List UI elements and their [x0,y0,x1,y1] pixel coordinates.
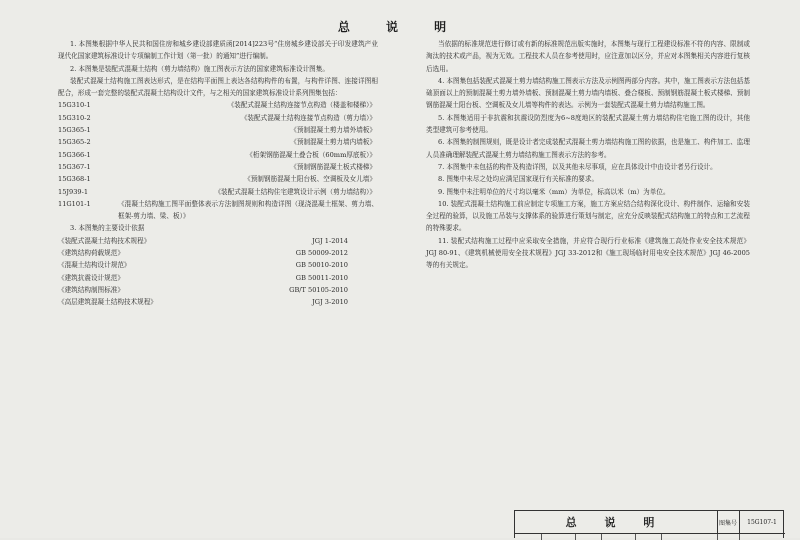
standard-code: GB 50010-2010 [295,261,348,270]
series-name: 《预制钢筋混凝土阳台板、空调板及女儿墙》 [244,175,376,184]
series-name: 《装配式混凝土结构连接节点构造（楼盖和楼梯）》 [227,101,376,110]
atlas-number: 15G107-1 [747,518,777,526]
series-name: 《桁架钢筋混凝土叠合板（60mm厚底板）》 [246,150,376,159]
standard-item [58,272,378,284]
series-item [58,173,378,185]
series-item [58,99,378,111]
paragraph-11: 11. 装配式结构施工过程中应采取安全措施，并应符合现行行业标准《建筑施工高处作业安全技术规范》JGJ 80-91、《建筑机械使用安全技术规程》JGJ 33-2012和《施工现场临时用电安全技术规范》JGJ 46-2005等的有关规定。 [426,236,750,270]
paragraph-8: 8. 图集中未尽之处均应满足国家现行有关标准的要求。 [438,175,599,184]
series-code: 15G366-1 [58,150,91,159]
series-name: 《预制钢筋混凝土板式楼梯》 [290,162,376,171]
series-code: 11G101-1 [58,199,91,208]
paragraph-4: 4. 本图集包括装配式混凝土剪力墙结构施工图表示方法及示例图两部分内容。其中，施工图表示方法包括基础顶面以上的预制混凝土剪力墙外墙板、预制混凝土剪力墙内墙板、叠合楼板、预制钢筋混凝土板式楼梯、预制钢筋混凝土阳台板、空调板及女儿墙等构件的表达。示例为一套装配式混凝土剪力墙结构施工图。 [426,76,750,110]
paragraph-3: 3. 本图集的主要设计依据 [70,224,145,233]
series-item [58,186,378,198]
paragraph-10: 10. 装配式混凝土结构施工前应制定专项施工方案，施工方案应结合结构深化设计、构件制作、运输和安装全过程的验算，以及施工吊装与支撑体系的验算进行策划与制定，应充分反映装配式结构施工的特点和工艺流程的特殊要求。 [426,199,750,233]
title-block [514,510,784,538]
series-name: 《混凝土结构施工图平面整体表示方法制图规则和构造详图（现浇混凝土框架、剪力墙、框架-剪力墙、梁、板）》 [118,199,378,221]
standard-item [58,259,378,271]
series-item [58,136,378,148]
paragraph-2-detail: 装配式混凝土结构施工图表达形式，是在结构平面图上表达各结构构件的布置，与构件详图、连接详图相配合，形成一套完整的装配式混凝土结构设计文件，与之相关的国家建筑标准设计系列图集包括： [58,76,378,98]
series-name: 《预制混凝土剪力墙内墙板》 [290,138,376,147]
series-list [58,99,378,222]
series-code: 15G310-1 [58,101,91,110]
series-code: 15G367-1 [58,162,91,171]
paragraph-3-cont: 当依据的标准规范进行修订或有新的标准规范出版实施时，本图集与现行工程建设标准不符的内容、限制或淘汰的技术或产品，视为无效。工程技术人员在参考使用时，应注意加以区分，并应对本图集相关内容进行复核后选用。 [426,40,750,73]
standard-name: 《建筑抗震设计规范》 [58,273,124,282]
series-name: 《预制混凝土剪力墙外墙板》 [290,126,376,135]
series-item [58,149,378,161]
atlas-number-label: 图集号 [717,511,740,533]
standard-item [58,235,378,247]
standards-list [58,235,378,309]
right-column [426,38,750,272]
standard-code: JGJ 3-2010 [312,298,348,307]
standard-name: 《装配式混凝土结构技术规程》 [58,236,151,245]
series-item [58,124,378,136]
paragraph-2: 2. 本图集是装配式混凝土结构（剪力墙结构）施工图表示方法的国家建筑标准设计图集。 [70,64,329,73]
series-code: 15G365-1 [58,126,91,135]
standard-code: JGJ 1-2014 [312,236,348,245]
standard-code: GB 50011-2010 [295,273,348,282]
series-item [58,161,378,173]
standard-item [58,247,378,259]
standard-name: 《混凝土结构设计规范》 [58,261,131,270]
standard-name: 《建筑结构制图标准》 [58,285,124,294]
standard-item [58,296,378,308]
left-column [58,38,378,309]
series-code: 15G365-2 [58,138,91,147]
series-code: 15J939-1 [58,187,89,196]
paragraph-1: 1. 本图集根据中华人民共和国住房和城乡建设部建质函[2014]223号“住房城乡建设部关于印发建筑产业现代化国家建筑标准设计专项编制工作计划（第一批）的通知”进行编制。 [58,40,378,61]
paragraph-6: 6. 本图集的制图规则，既是设计者完成装配式混凝土剪力墙结构施工图的依据，也是施工、构件加工、监理人员准确理解装配式混凝土剪力墙结构施工图表示方法的参考。 [426,138,750,159]
series-name: 《装配式混凝土结构连接节点构造（剪力墙）》 [240,113,376,122]
page-title: 总 说 明 [337,20,463,34]
series-item [58,112,378,124]
paragraph-9: 9. 图集中未注明单位的尺寸均以毫米（mm）为单位，标高以米（m）为单位。 [438,187,670,196]
standard-item [58,284,378,296]
standard-name: 《建筑结构荷载规范》 [58,249,124,258]
series-name: 《装配式混凝土结构住宅建筑设计示例（剪力墙结构）》 [214,187,376,196]
standard-code: GB 50009-2012 [295,249,348,258]
series-item [58,198,378,223]
series-code: 15G368-1 [58,175,91,184]
signature-row [515,533,785,540]
standard-code: GB/T 50105-2010 [289,285,348,294]
paragraph-7: 7. 本图集中未包括的构件及构造详图，以及其他未尽事项，应在具体设计中由设计者另行设计。 [438,162,717,171]
series-code: 15G310-2 [58,113,91,122]
standard-name: 《高层建筑混凝土结构技术规程》 [58,298,157,307]
paragraph-5: 5. 本图集适用于非抗震和抗震设防烈度为6~8度地区的装配式混凝土剪力墙结构住宅施工图的设计，其他类型建筑可参考使用。 [426,113,750,135]
title-block-title: 总 说 明 [515,511,718,533]
